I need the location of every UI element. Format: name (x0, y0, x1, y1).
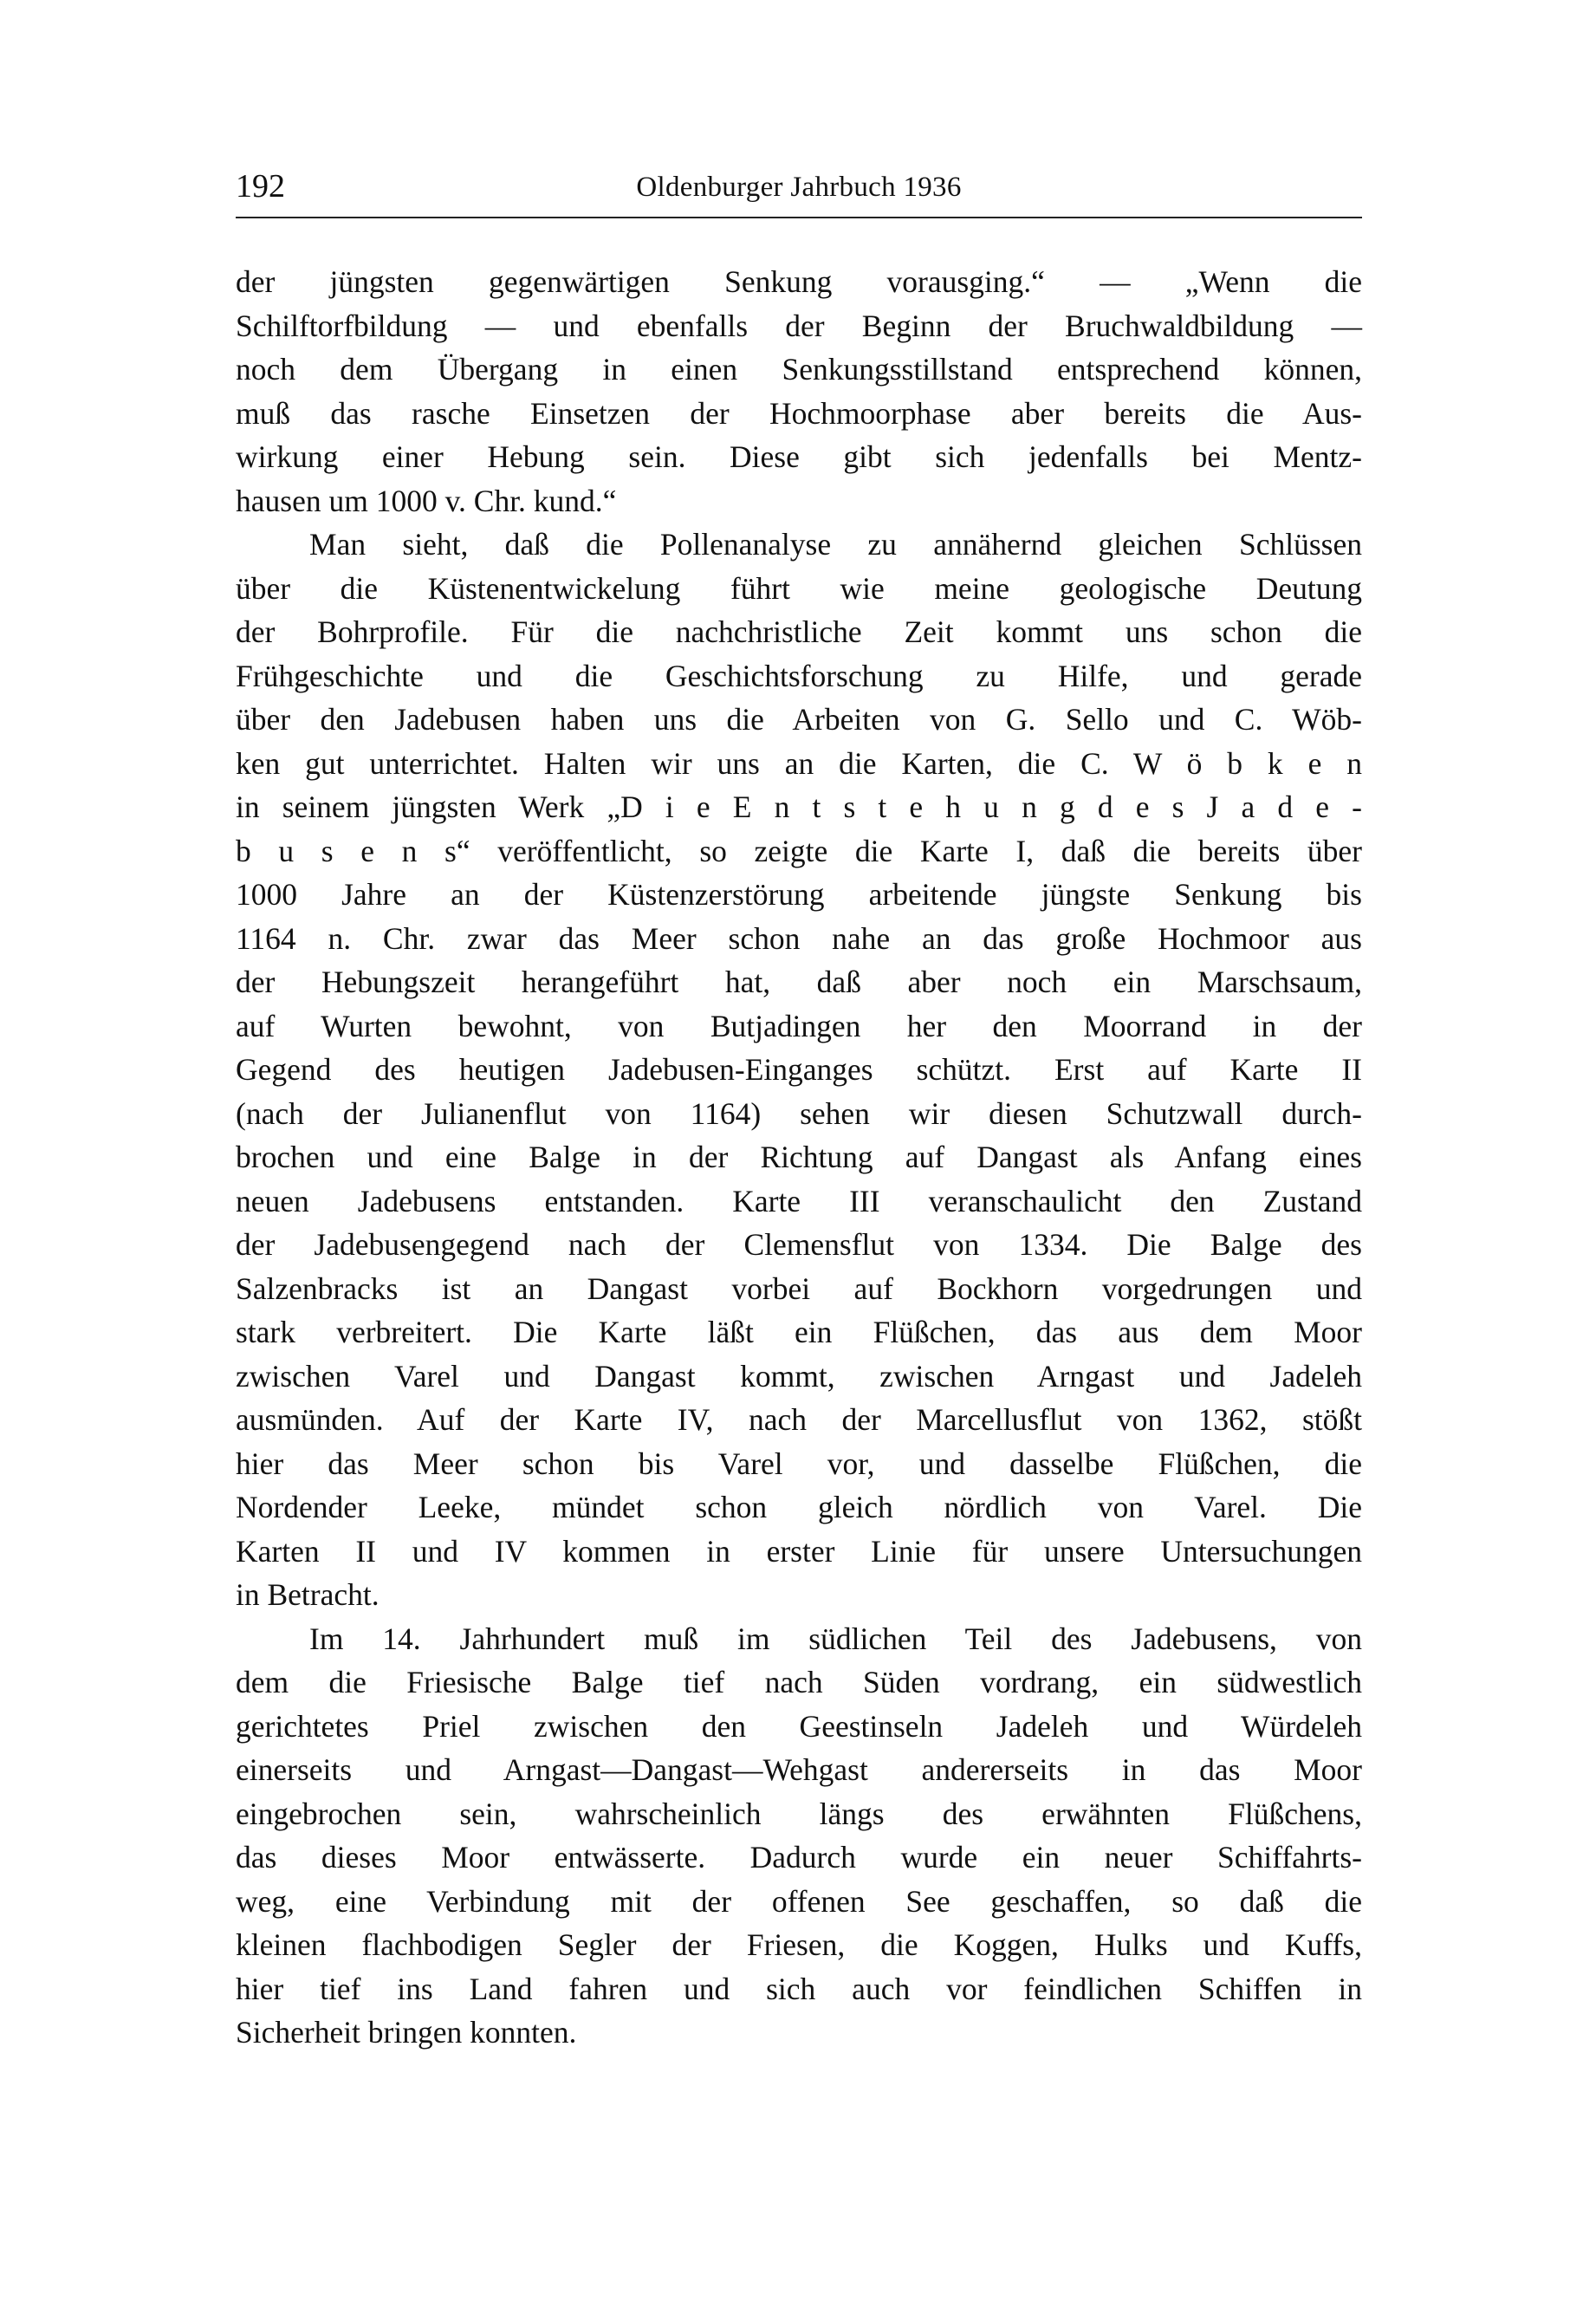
text-line: auf Wurten bewohnt, von Butjadingen her den Moorrand in der (236, 1008, 1362, 1043)
text-line: neuen Jadebusens entstanden. Karte III veranschaulicht den Zustand (236, 1183, 1362, 1218)
page-header (236, 165, 1362, 217)
text-line: Sicherheit bringen konnten. (236, 2015, 577, 2050)
text-line: brochen und eine Balge in der Richtung auf Dangast als Anfang eines (236, 1140, 1362, 1174)
text-line: stark verbreitert. Die Karte läßt ein Flüßchen, das aus dem Moor (236, 1315, 1362, 1349)
text-line: das dieses Moor entwässerte. Dadurch wurde ein neuer Schiffahrts- (236, 1840, 1362, 1874)
text-line: kleinen flachbodigen Segler der Friesen, die Koggen, Hulks und Kuffs, (236, 1927, 1362, 1962)
text-line: 1164 n. Chr. zwar das Meer schon nahe an das große Hochmoor aus (236, 920, 1362, 956)
text-line: Karten II und IV kommen in erster Linie für unsere Untersuchungen (236, 1533, 1362, 1569)
text-line: Salzenbracks ist an Dangast vorbei auf Bockhorn vorgedrungen und (236, 1270, 1362, 1306)
header-rule (236, 217, 1362, 218)
text-line: ausmünden. Auf der Karte IV, nach der Marcellusflut von 1362, stößt (236, 1402, 1362, 1437)
text-line: noch dem Übergang in einen Senkungsstillstand entsprechend können, (236, 352, 1362, 387)
page-number: 192 (236, 168, 285, 205)
text-line: wirkung einer Hebung sein. Diese gibt sich jedenfalls bei Mentz- (236, 439, 1362, 474)
text-line: über den Jadebusen haben uns die Arbeiten von G. Sello und C. Wöb- (236, 702, 1362, 737)
text-line: Nordender Leeke, mündet schon gleich nördlich von Varel. Die (236, 1490, 1362, 1524)
text-line: hier das Meer schon bis Varel vor, und dasselbe Flüßchen, die (236, 1446, 1362, 1481)
text-line: (nach der Julianenflut von 1164) sehen wir diesen Schutzwall durch- (236, 1095, 1362, 1131)
text-line: Schilftorfbildung — und ebenfalls der Beginn der Bruchwaldbildung — (236, 308, 1362, 343)
text-line: der Jadebusengegend nach der Clemensflut von 1334. Die Balge des (236, 1227, 1362, 1262)
text-line: 1000 Jahre an der Küstenzerstörung arbeitende jüngste Senkung bis (236, 877, 1362, 912)
text-line: b u s e n s“ veröffentlicht, so zeigte die Karte I, daß die bereits über (236, 833, 1362, 868)
text-line: hier tief ins Land fahren und sich auch vor feindlichen Schiffen in (236, 1971, 1362, 2006)
text-line: dem die Friesische Balge tief nach Süden vordrang, ein südwestlich (236, 1665, 1362, 1699)
text-line: Man sieht, daß die Pollenanalyse zu annähernd gleichen Schlüssen (309, 527, 1362, 562)
paragraph-2 (236, 523, 1362, 1617)
text-line: Frühgeschichte und die Geschichtsforschung zu Hilfe, und gerade (236, 658, 1362, 693)
text-line: eingebrochen sein, wahrscheinlich längs des erwähnten Flüßchens, (236, 1796, 1362, 1831)
text-line: über die Küstenentwickelung führt wie meine geologische Deutung (236, 570, 1362, 606)
text-line: Im 14. Jahrhundert muß im südlichen Teil des Jadebusens, von (309, 1621, 1362, 1656)
paragraph-3 (236, 1617, 1362, 2055)
text-line: der Hebungszeit herangeführt hat, daß aber noch ein Marschsaum, (236, 965, 1362, 999)
text-line: der jüngsten gegenwärtigen Senkung vorausging.“ — „Wenn die (236, 264, 1362, 299)
text-line: Gegend des heutigen Jadebusen-Einganges schützt. Erst auf Karte II (236, 1052, 1362, 1087)
text-line: einerseits und Arngast—Dangast—Wehgast andererseits in das Moor (236, 1752, 1362, 1787)
book-page (236, 165, 1362, 2050)
running-title: Oldenburger Jahrbuch 1936 (636, 172, 962, 203)
text-line: ken gut unterrichtet. Halten wir uns an die Karten, die C. W ö b k e n (236, 745, 1362, 781)
text-line: hausen um 1000 v. Chr. kund.“ (236, 483, 617, 518)
text-line: in Betracht. (236, 1577, 380, 1612)
text-line: der Bohrprofile. Für die nachchristliche Zeit kommt uns schon die (236, 614, 1362, 649)
text-line: in seinem jüngsten Werk „D i e E n t s t e h u n g d e s J a d e - (236, 789, 1362, 824)
text-line: muß das rasche Einsetzen der Hochmoorphase aber bereits die Aus- (236, 395, 1362, 431)
text-line: gerichtetes Priel zwischen den Geestinseln Jadeleh und Würdeleh (236, 1708, 1362, 1744)
body-text (236, 260, 1362, 2055)
paragraph-1 (236, 260, 1362, 523)
text-line: zwischen Varel und Dangast kommt, zwischen Arngast und Jadeleh (236, 1358, 1362, 1394)
text-line: weg, eine Verbindung mit der offenen See geschaffen, so daß die (236, 1883, 1362, 1919)
